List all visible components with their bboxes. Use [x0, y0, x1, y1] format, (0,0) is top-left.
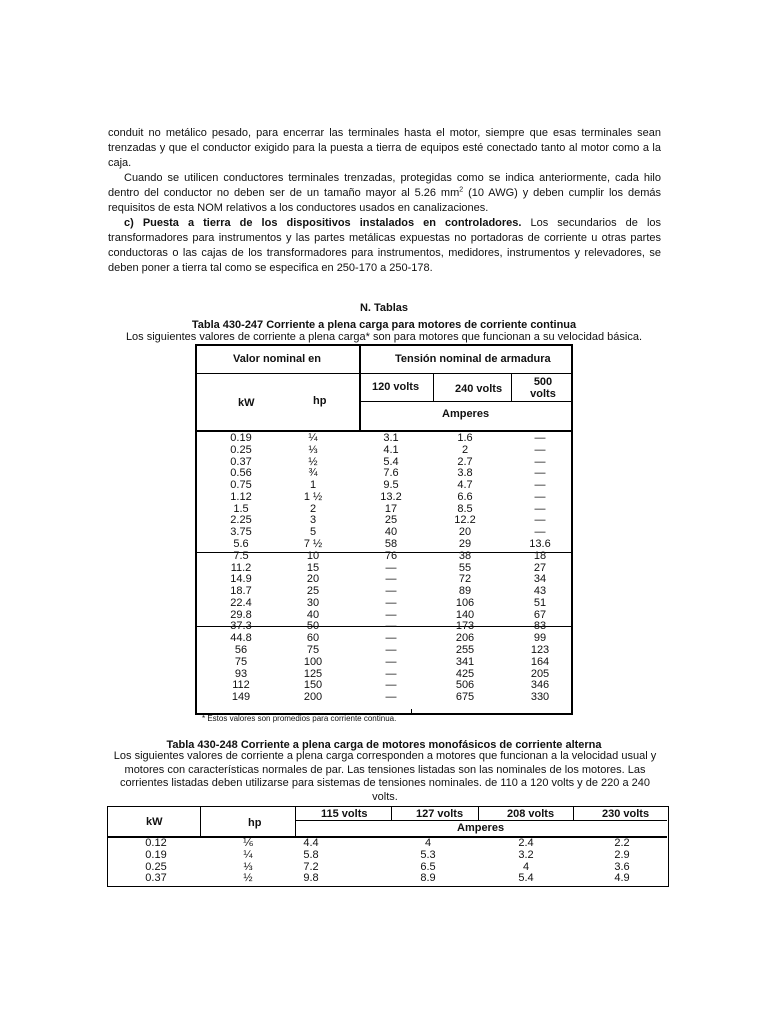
- cell-a240: 38: [458, 549, 472, 562]
- cell-hp: ½: [308, 455, 318, 468]
- cell-hp: 5: [309, 526, 317, 539]
- table-row: [197, 503, 571, 515]
- cell-hp: 25: [306, 585, 320, 598]
- cell-a115: 4.4: [303, 837, 319, 849]
- cell-hp: 1 ½: [303, 490, 323, 503]
- cell-a500: 205: [530, 667, 550, 680]
- cell-hp: 100: [303, 655, 323, 668]
- cell-a120: —: [385, 667, 397, 680]
- cell-a500: 27: [533, 561, 547, 574]
- cell-hp: 7 ½: [303, 538, 323, 551]
- cell-a240: 55: [458, 561, 472, 574]
- cell-a120: 13.2: [380, 490, 402, 503]
- cell-a230: 3.6: [614, 860, 630, 873]
- cell-hp: 40: [306, 608, 320, 621]
- cell-a240: 140: [455, 608, 475, 621]
- cell-a240: 20: [458, 526, 472, 539]
- cell-a240: 206: [455, 632, 475, 645]
- cell-hp: 125: [303, 667, 323, 680]
- cell-hp: 15: [306, 561, 320, 574]
- cell-hp: ⅙: [242, 837, 254, 849]
- table-row: [197, 514, 571, 526]
- table-row: [108, 837, 667, 849]
- cell-a120: —: [385, 608, 397, 621]
- table-row: [197, 573, 571, 585]
- cell-hp: 2: [309, 502, 317, 515]
- table1-subtitle: Los siguientes valores de corriente a plena carga* son para motores que funcionan a su velocidad básica.: [125, 331, 643, 343]
- cell-a240: 89: [458, 585, 472, 598]
- cell-a500: —: [534, 479, 546, 492]
- table-row: [197, 538, 571, 550]
- cell-kw: 37.3: [230, 620, 252, 633]
- cell-a120: 58: [384, 538, 398, 551]
- cell-a208: 4: [522, 860, 530, 873]
- cell-a240: 2.7: [457, 455, 473, 468]
- table-row: [197, 668, 571, 680]
- cell-a115: 5.8: [303, 848, 319, 861]
- cell-a230: 4.9: [614, 872, 630, 885]
- cell-hp: 200: [303, 691, 323, 704]
- cell-kw: 22.4: [230, 596, 252, 609]
- t2-header-208-volts: 208 volts: [507, 808, 555, 820]
- superscript-2: 2: [459, 186, 464, 194]
- cell-hp: ½: [243, 872, 253, 885]
- cell-kw: 11.2: [230, 561, 252, 574]
- header-500-volts: 500 volts: [530, 376, 556, 400]
- cell-a500: 164: [530, 655, 550, 668]
- cell-hp: ¼: [243, 848, 253, 861]
- paragraph-conductores-text-end: (10 AWG) y deben cumplir los demás requisitos de esta NOM relativos a los conductores usados en canalizaciones.: [108, 187, 661, 214]
- table-row: [197, 444, 571, 456]
- t2-header-hp: hp: [248, 817, 262, 829]
- cell-a120: 4.1: [383, 443, 399, 456]
- paragraph-controladores: [108, 216, 661, 276]
- header-valor-nominal: Valor nominal en: [233, 353, 322, 365]
- cell-a115: 7.2: [303, 860, 319, 873]
- cell-a500: 330: [530, 691, 550, 704]
- cell-kw: 112: [232, 679, 250, 692]
- cell-a115: 9.8: [303, 872, 319, 885]
- section-title: N. Tablas: [359, 302, 409, 314]
- cell-a120: 5.4: [383, 455, 399, 468]
- cell-kw: 0.25: [145, 860, 167, 873]
- cell-a120: 7.6: [383, 467, 399, 480]
- cell-a120: 25: [384, 514, 398, 527]
- cell-a120: —: [385, 632, 397, 645]
- cell-a500: 34: [533, 573, 547, 586]
- cell-a240: 8.5: [457, 502, 473, 515]
- paragraph-controladores-heading: c) Puesta a tierra de los dispositivos instalados en controladores.: [124, 217, 522, 229]
- cell-hp: 3: [309, 514, 317, 527]
- cell-a120: —: [385, 620, 397, 633]
- cell-hp: 50: [306, 620, 320, 633]
- cell-a240: 341: [455, 655, 475, 668]
- cell-a230: 2.2: [614, 837, 630, 849]
- cell-kw: 56: [234, 644, 248, 657]
- cell-kw: 7.5: [233, 549, 249, 562]
- cell-a240: 72: [458, 573, 472, 586]
- cell-hp: 20: [306, 573, 320, 586]
- cell-a120: —: [385, 585, 397, 598]
- table1-footnote: * Estos valores son promedios para corriente continua.: [202, 714, 397, 723]
- t2-header-127-volts: 127 volts: [416, 808, 464, 820]
- cell-kw: 18.7: [230, 585, 252, 598]
- cell-a500: —: [534, 490, 546, 503]
- cell-kw: 0.19: [230, 432, 252, 444]
- cell-a120: —: [385, 691, 397, 704]
- cell-a127: 8.9: [420, 872, 436, 885]
- paragraph-conductores-text: Cuando se utilicen conductores terminales trenzadas, protegidas como se indica anteriormente, cada hilo dentro del conductor no deben ser de un tamaño mayor al 5.26 mm: [108, 172, 661, 199]
- cell-hp: ¾: [308, 467, 318, 480]
- cell-a240: 6.6: [457, 490, 473, 503]
- cell-kw: 29.8: [230, 608, 252, 621]
- cell-a500: —: [534, 432, 546, 444]
- cell-a208: 3.2: [518, 848, 534, 861]
- cell-hp: 1: [309, 479, 317, 492]
- cell-a120: —: [385, 655, 397, 668]
- table-row: [108, 872, 667, 884]
- cell-kw: 1.5: [233, 502, 249, 515]
- cell-hp: 75: [306, 644, 320, 657]
- cell-a240: 106: [455, 596, 475, 609]
- cell-a120: 17: [384, 502, 398, 515]
- table-row: [197, 491, 571, 503]
- table-row: [197, 456, 571, 468]
- paragraph-conductores: [108, 171, 661, 216]
- table-row: [197, 526, 571, 538]
- cell-kw: 93: [234, 667, 248, 680]
- cell-a240: 3.8: [457, 467, 473, 480]
- cell-a208: 2.4: [518, 837, 534, 849]
- cell-a500: —: [534, 455, 546, 468]
- cell-a500: 99: [533, 632, 547, 645]
- table-row: [108, 849, 667, 861]
- table-row: [197, 691, 571, 703]
- cell-a120: —: [385, 596, 397, 609]
- cell-kw: 0.37: [145, 872, 167, 885]
- cell-kw: 0.25: [230, 443, 252, 456]
- table-row: [197, 656, 571, 668]
- table2-title: Tabla 430-248 Corriente a plena carga de motores monofásicos de corriente alterna: [166, 739, 602, 751]
- table-row: [197, 597, 571, 609]
- cell-a500: —: [534, 526, 546, 539]
- cell-hp: 60: [306, 632, 320, 645]
- cell-a240: 173: [455, 620, 475, 633]
- cell-a120: —: [385, 561, 397, 574]
- cell-a120: 40: [384, 526, 398, 539]
- cell-kw: 0.75: [230, 479, 252, 492]
- table-row: [197, 479, 571, 491]
- cell-a240: 675: [455, 691, 475, 704]
- cell-a240: 1.6: [457, 432, 473, 444]
- t2-header-230-volts: 230 volts: [602, 808, 650, 820]
- cell-a500: 123: [530, 644, 550, 657]
- cell-a240: 506: [455, 679, 475, 692]
- cell-kw: 0.56: [230, 467, 252, 480]
- cell-a500: —: [534, 502, 546, 515]
- cell-kw: 75: [234, 655, 248, 668]
- cell-a500: 13.6: [529, 538, 551, 551]
- cell-kw: 1.12: [230, 490, 252, 503]
- cell-kw: 0.12: [145, 837, 167, 849]
- cell-a240: 12.2: [454, 514, 476, 527]
- cell-hp: ⅓: [243, 860, 253, 873]
- paragraph-controladores-text: Los secundarios de los transformadores para instrumentos y las partes metálicas expuestas no portadoras de corriente u otras partes conductoras o las cajas de los transformadores para instrumentos, medidores, instrumentos y relevadores, se deben poner a tierra tal como se especifica en 250-170 a 250-178.: [108, 217, 662, 274]
- cell-hp: 10: [306, 549, 320, 562]
- cell-a120: 76: [384, 549, 398, 562]
- paragraph-conduit: [108, 126, 661, 171]
- cell-a500: —: [534, 443, 546, 456]
- t2-header-115-volts: 115 volts: [321, 808, 368, 820]
- cell-a500: 346: [530, 679, 550, 692]
- paragraph-conduit-text: conduit no metálico pesado, para encerrar las terminales hasta el motor, siempre que esas terminales sean trenzadas y que el conductor exigido para la puesta a tierra de equipos esté conectado tanto al motor como a la caja.: [108, 127, 661, 169]
- table-row: [197, 679, 571, 691]
- t2-header-kw: kW: [146, 816, 163, 828]
- cell-hp: ⅓: [308, 443, 318, 456]
- header-kw: kW: [238, 397, 255, 409]
- cell-hp: ¼: [308, 432, 318, 444]
- cell-kw: 3.75: [230, 526, 252, 539]
- cell-a120: —: [385, 679, 397, 692]
- table-row: [197, 432, 571, 444]
- cell-a240: 255: [455, 644, 475, 657]
- cell-a120: 9.5: [383, 479, 399, 492]
- table-row: [197, 644, 571, 656]
- cell-a208: 5.4: [518, 872, 534, 885]
- table1-title: Tabla 430-247 Corriente a plena carga para motores de corriente continua: [191, 319, 577, 331]
- cell-kw: 0.37: [230, 455, 252, 468]
- cell-kw: 5.6: [233, 538, 249, 551]
- cell-a240: 2: [461, 443, 469, 456]
- cell-a127: 5.3: [420, 848, 436, 861]
- cell-kw: 44.8: [230, 632, 252, 645]
- header-tension-nominal: Tensión nominal de armadura: [395, 353, 551, 365]
- cell-kw: 2.25: [230, 514, 252, 527]
- table-row: [197, 609, 571, 621]
- cell-a240: 425: [455, 667, 475, 680]
- table-row: [197, 632, 571, 644]
- table-row: [197, 562, 571, 574]
- cell-a500: 43: [533, 585, 547, 598]
- cell-a230: 2.9: [614, 848, 630, 861]
- header-120-volts: 120 volts: [372, 381, 420, 393]
- cell-a500: 51: [533, 596, 547, 609]
- cell-kw: 0.19: [145, 848, 167, 861]
- cell-hp: 150: [303, 679, 323, 692]
- table-row: [197, 550, 571, 562]
- table-430-247: [195, 344, 573, 715]
- cell-hp: 30: [306, 596, 320, 609]
- cell-a500: 67: [533, 608, 547, 621]
- cell-a500: 83: [533, 620, 547, 633]
- cell-kw: 149: [231, 691, 251, 704]
- table-row: [108, 861, 667, 873]
- cell-a127: 6.5: [420, 860, 436, 873]
- table-row: [197, 620, 571, 632]
- cell-a500: —: [534, 514, 546, 527]
- cell-a240: 29: [458, 538, 472, 551]
- cell-a120: 3.1: [383, 432, 399, 444]
- header-amperes: Amperes: [442, 408, 490, 420]
- t2-header-amperes: Amperes: [457, 822, 505, 834]
- header-hp: hp: [313, 395, 327, 407]
- cell-a127: 4: [424, 837, 432, 849]
- cell-a240: 4.7: [457, 479, 473, 492]
- table-row: [197, 585, 571, 597]
- cell-a120: —: [385, 573, 397, 586]
- cell-a500: —: [534, 467, 546, 480]
- table2-subtitle: Los siguientes valores de corriente a plena carga corresponden a motores que funcionan a la velocidad usual y motores con características normales de par. Las tensiones listadas son las nominales de los motores. Las corrientes listadas deben utilizarse para sistemas de tensiones nominales. de 110 a 120 volts y de 220 a 240 volts.: [113, 750, 657, 803]
- cell-kw: 14.9: [230, 573, 252, 586]
- table-row: [197, 467, 571, 479]
- cell-a120: —: [385, 644, 397, 657]
- header-240-volts: 240 volts: [455, 383, 503, 395]
- cell-a500: 18: [533, 549, 547, 562]
- table-430-248: [107, 806, 669, 887]
